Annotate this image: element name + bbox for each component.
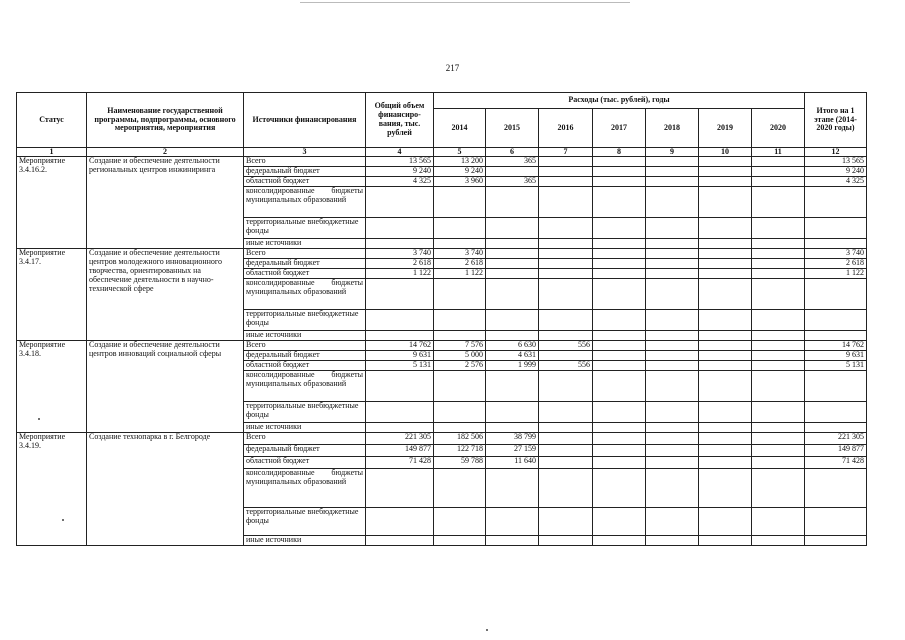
- source-regional: областной бюджет: [244, 269, 366, 279]
- activity-status: Мероприятие 3.4.18.: [17, 341, 87, 433]
- col-number: 3: [244, 148, 366, 157]
- activity-status: Мероприятие 3.4.19.: [17, 433, 87, 546]
- stage-total-cell: 71 428: [805, 457, 867, 469]
- table-row: [17, 249, 867, 259]
- total-volume-cell: 221 305: [366, 433, 434, 445]
- stage-total-cell: 9 240: [805, 167, 867, 177]
- year-2014-cell: 7 576: [434, 341, 486, 351]
- source-total: Всего: [244, 341, 366, 351]
- year-2014-cell: 9 240: [434, 167, 486, 177]
- source-federal: федеральный бюджет: [244, 259, 366, 269]
- col-number: 4: [366, 148, 434, 157]
- activity-name: Создание и обеспечение деятельности центров инноваций социальной сферы: [87, 341, 244, 433]
- page-number: 217: [445, 63, 460, 73]
- source-other: иные источники: [244, 239, 366, 249]
- total-volume-cell: 9 240: [366, 167, 434, 177]
- activity-name: Создание технопарка в г. Белгороде: [87, 433, 244, 546]
- total-volume-cell: 1 122: [366, 269, 434, 279]
- year-2016-cell: [539, 259, 593, 269]
- source-offbudget: территориальные внебюджетные фонды: [244, 310, 366, 331]
- year-2014-cell: 1 122: [434, 269, 486, 279]
- year-2015-cell: [486, 259, 539, 269]
- col-number: 5: [434, 148, 486, 157]
- year-2015-cell: [486, 167, 539, 177]
- year-2016-cell: [539, 157, 593, 167]
- year-2015-cell: 4 631: [486, 351, 539, 361]
- header-sources: Источники финансирования: [244, 93, 366, 148]
- table-row: [17, 157, 867, 167]
- stage-total-cell: 1 122: [805, 269, 867, 279]
- total-volume-cell: 2 618: [366, 259, 434, 269]
- year-2014-cell: 2 618: [434, 259, 486, 269]
- year-2016-cell: [539, 269, 593, 279]
- total-volume-cell: 3 740: [366, 249, 434, 259]
- stage-total-cell: 149 877: [805, 445, 867, 457]
- total-volume-cell: 9 631: [366, 351, 434, 361]
- year-2014-cell: 122 718: [434, 445, 486, 457]
- header-name: Наименование государственной программы, подпрограммы, основного мероприятия, мероприятия: [87, 93, 244, 148]
- header-year-2019: 2019: [699, 109, 752, 148]
- total-volume-cell: 14 762: [366, 341, 434, 351]
- scan-speck: [62, 519, 64, 521]
- year-2014-cell: 59 788: [434, 457, 486, 469]
- year-2016-cell: [539, 433, 593, 445]
- col-number: 9: [646, 148, 699, 157]
- header-total-volume: Общий объем финансиро-вания, тыс. рублей: [366, 93, 434, 148]
- year-2015-cell: 38 799: [486, 433, 539, 445]
- stage-total-cell: 14 762: [805, 341, 867, 351]
- year-2016-cell: [539, 445, 593, 457]
- year-2014-cell: 182 506: [434, 433, 486, 445]
- source-federal: федеральный бюджет: [244, 445, 366, 457]
- year-2015-cell: [486, 249, 539, 259]
- stage-total-cell: 2 618: [805, 259, 867, 269]
- stage-total-cell: 3 740: [805, 249, 867, 259]
- header-expenses-group: Расходы (тыс. рублей), годы: [434, 93, 805, 109]
- total-volume-cell: 4 325: [366, 177, 434, 187]
- source-total: Всего: [244, 433, 366, 445]
- activity-status: Мероприятие 3.4.16.2.: [17, 157, 87, 249]
- total-volume-cell: 13 565: [366, 157, 434, 167]
- header-year-2020: 2020: [752, 109, 805, 148]
- year-2014-cell: 13 200: [434, 157, 486, 167]
- col-number: 6: [486, 148, 539, 157]
- year-2015-cell: 365: [486, 177, 539, 187]
- year-2014-cell: 3 740: [434, 249, 486, 259]
- scan-edge-line: [300, 2, 630, 3]
- source-offbudget: территориальные внебюджетные фонды: [244, 402, 366, 423]
- header-year-2018: 2018: [646, 109, 699, 148]
- source-regional: областной бюджет: [244, 361, 366, 371]
- source-regional: областной бюджет: [244, 457, 366, 469]
- header-year-2017: 2017: [593, 109, 646, 148]
- table-row: [17, 341, 867, 351]
- source-municipal: консолидированные бюджеты муниципальных образований: [244, 187, 366, 218]
- activity-name: Создание и обеспечение деятельности центров молодежного инновационного творчества, ориентированных на обеспечение деятельности в научно-технической сфере: [87, 249, 244, 341]
- year-2015-cell: 6 630: [486, 341, 539, 351]
- source-federal: федеральный бюджет: [244, 351, 366, 361]
- header-year-2016: 2016: [539, 109, 593, 148]
- year-2015-cell: 1 999: [486, 361, 539, 371]
- scan-speck: [486, 629, 488, 631]
- stage-total-cell: 221 305: [805, 433, 867, 445]
- year-2016-cell: [539, 457, 593, 469]
- year-2014-cell: 5 000: [434, 351, 486, 361]
- header-stage-total: Итого на 1 этапе (2014-2020 годы): [805, 93, 867, 148]
- col-number: 7: [539, 148, 593, 157]
- stage-total-cell: 4 325: [805, 177, 867, 187]
- year-2015-cell: 27 159: [486, 445, 539, 457]
- source-municipal: консолидированные бюджеты муниципальных образований: [244, 279, 366, 310]
- source-regional: областной бюджет: [244, 177, 366, 187]
- source-offbudget: территориальные внебюджетные фонды: [244, 508, 366, 536]
- year-2016-cell: [539, 249, 593, 259]
- col-number: 10: [699, 148, 752, 157]
- total-volume-cell: 71 428: [366, 457, 434, 469]
- year-2015-cell: [486, 269, 539, 279]
- source-other: иные источники: [244, 536, 366, 546]
- activity-name: Создание и обеспечение деятельности региональных центров инжиниринга: [87, 157, 244, 249]
- header-year-2014: 2014: [434, 109, 486, 148]
- year-2016-cell: [539, 177, 593, 187]
- year-2016-cell: [539, 167, 593, 177]
- header-status: Статус: [17, 93, 87, 148]
- year-2016-cell: 556: [539, 341, 593, 351]
- source-offbudget: территориальные внебюджетные фонды: [244, 218, 366, 239]
- col-number: 12: [805, 148, 867, 157]
- source-total: Всего: [244, 157, 366, 167]
- source-other: иные источники: [244, 331, 366, 341]
- col-number: 2: [87, 148, 244, 157]
- activity-status: Мероприятие 3.4.17.: [17, 249, 87, 341]
- budget-table: [16, 92, 867, 546]
- year-2014-cell: 3 960: [434, 177, 486, 187]
- source-other: иные источники: [244, 423, 366, 433]
- year-2016-cell: [539, 351, 593, 361]
- year-2015-cell: 11 640: [486, 457, 539, 469]
- stage-total-cell: 13 565: [805, 157, 867, 167]
- col-number: 8: [593, 148, 646, 157]
- total-volume-cell: 149 877: [366, 445, 434, 457]
- year-2016-cell: 556: [539, 361, 593, 371]
- source-total: Всего: [244, 249, 366, 259]
- stage-total-cell: 5 131: [805, 361, 867, 371]
- table-row: [17, 433, 867, 445]
- header-year-2015: 2015: [486, 109, 539, 148]
- year-2015-cell: 365: [486, 157, 539, 167]
- col-number: 1: [17, 148, 87, 157]
- total-volume-cell: 5 131: [366, 361, 434, 371]
- scan-speck: [38, 418, 40, 420]
- col-number: 11: [752, 148, 805, 157]
- year-2014-cell: 2 576: [434, 361, 486, 371]
- source-municipal: консолидированные бюджеты муниципальных образований: [244, 469, 366, 508]
- source-municipal: консолидированные бюджеты муниципальных образований: [244, 371, 366, 402]
- source-federal: федеральный бюджет: [244, 167, 366, 177]
- stage-total-cell: 9 631: [805, 351, 867, 361]
